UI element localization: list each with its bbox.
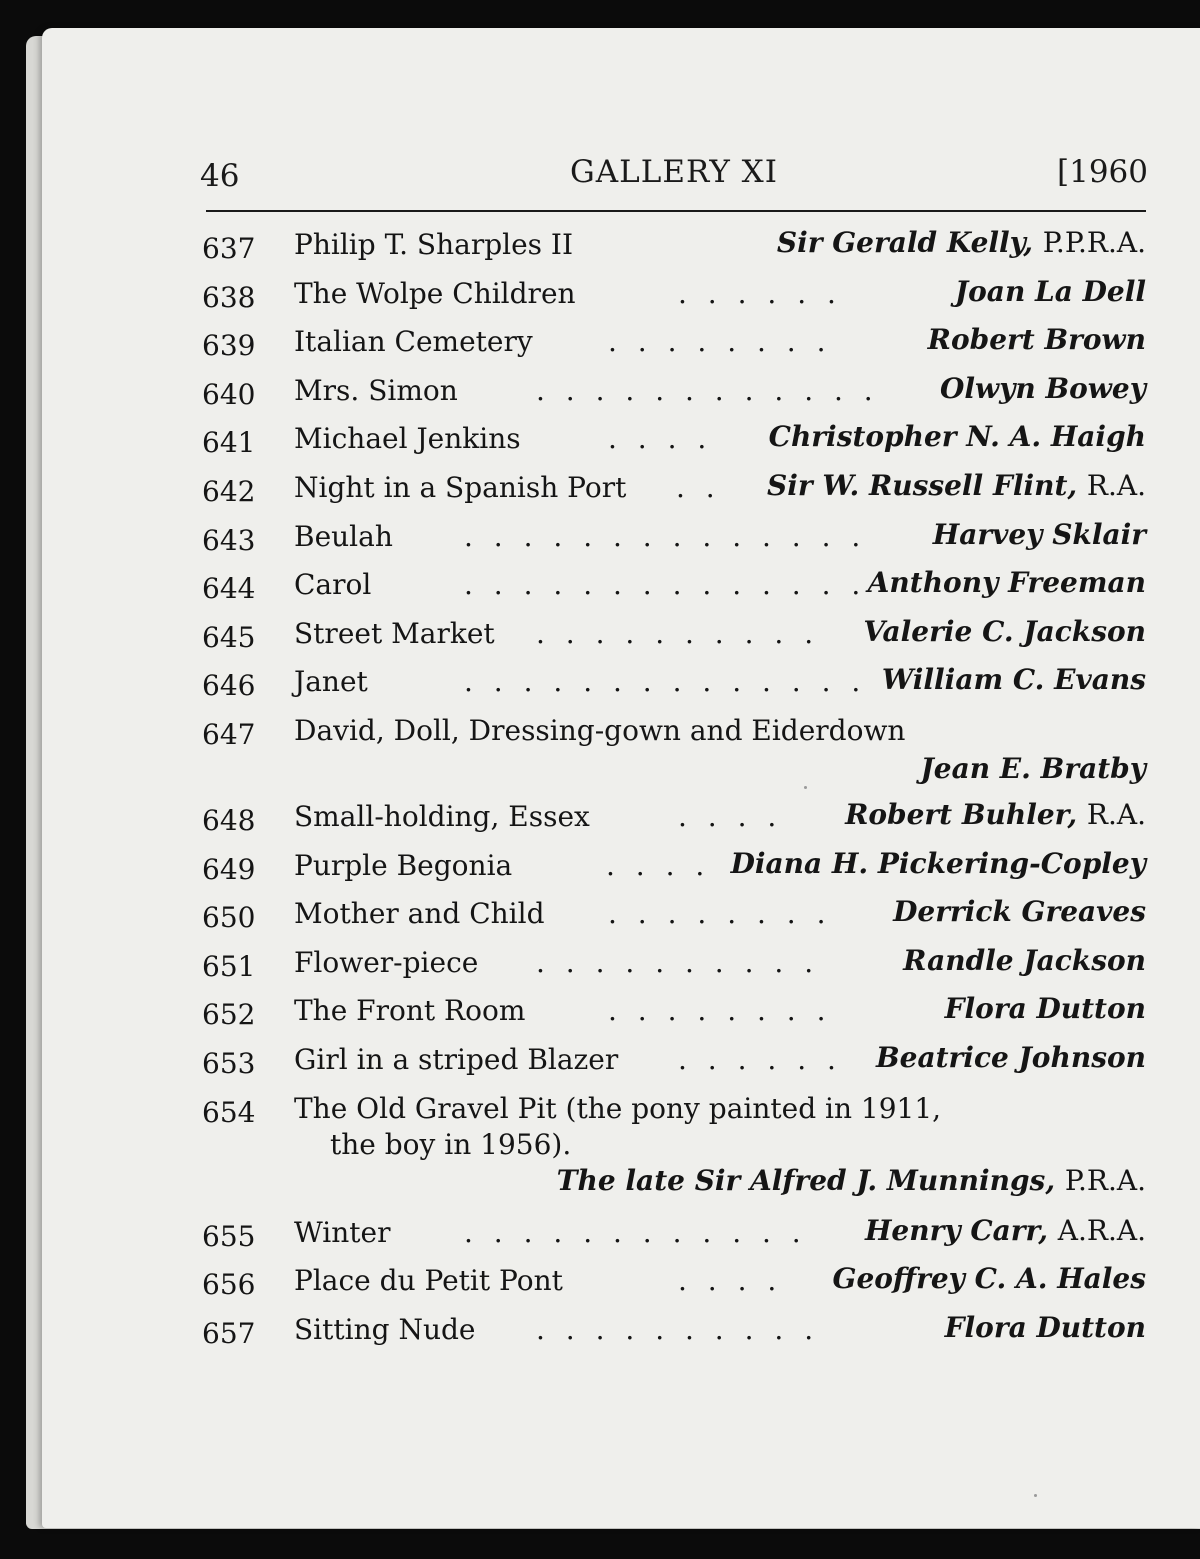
catalogue-number: 656 bbox=[202, 1268, 256, 1302]
entry-647 bbox=[200, 708, 1146, 794]
catalogue-number: 651 bbox=[202, 949, 256, 983]
artist-name bbox=[876, 1041, 1146, 1074]
artist-label: The late Sir Alfred J. Munnings, bbox=[556, 1163, 1056, 1197]
artwork-title: Italian Cemetery bbox=[294, 325, 533, 359]
artwork-title: The Wolpe Children bbox=[294, 276, 576, 310]
catalogue-number: 653 bbox=[202, 1046, 256, 1080]
artist-name bbox=[557, 1164, 1146, 1197]
artwork-title: David, Doll, Dressing-gown and Eiderdown bbox=[294, 713, 906, 747]
artist-label: Sir W. Russell Flint, bbox=[767, 468, 1078, 502]
entry-651 bbox=[200, 940, 1146, 989]
entry-649 bbox=[200, 843, 1146, 892]
artist-name bbox=[767, 469, 1146, 502]
artist-label: Randle Jackson bbox=[903, 943, 1146, 977]
artwork-title: Place du Petit Pont bbox=[294, 1264, 563, 1298]
catalogue-number: 649 bbox=[202, 852, 256, 886]
entry-644 bbox=[200, 562, 1146, 611]
artist-name bbox=[833, 1262, 1146, 1295]
artist-label: William C. Evans bbox=[881, 663, 1146, 697]
artist-label: Flora Dutton bbox=[944, 1310, 1146, 1344]
artwork-title: Small-holding, Essex bbox=[294, 799, 590, 833]
dot-leader: . . . . bbox=[678, 1264, 783, 1298]
dot-leader: . . . . . . . . . . bbox=[536, 616, 820, 650]
catalogue-number: 643 bbox=[202, 523, 256, 557]
catalogue-number: 657 bbox=[202, 1316, 256, 1350]
dot-leader: . . . . . . bbox=[678, 1042, 842, 1076]
artist-label: Diana H. Pickering-Copley bbox=[730, 846, 1146, 880]
entry-642 bbox=[200, 465, 1146, 514]
entry-652 bbox=[200, 988, 1146, 1037]
catalogue-number: 655 bbox=[202, 1219, 256, 1253]
artist-name bbox=[863, 615, 1146, 648]
header-rule bbox=[206, 210, 1146, 212]
paper-speck bbox=[804, 786, 807, 789]
artist-honours: R.A. bbox=[1086, 797, 1146, 831]
artwork-title: Girl in a striped Blazer bbox=[294, 1042, 619, 1076]
catalogue-number: 642 bbox=[202, 474, 256, 508]
entry-638 bbox=[200, 271, 1146, 320]
artwork-title: Winter bbox=[294, 1215, 391, 1249]
entry-653 bbox=[200, 1037, 1146, 1086]
catalogue-number: 639 bbox=[202, 329, 256, 363]
artist-honours: A.R.A. bbox=[1057, 1213, 1146, 1247]
artist-name bbox=[893, 895, 1146, 928]
entry-640 bbox=[200, 368, 1146, 417]
artist-name bbox=[777, 226, 1146, 259]
artist-name bbox=[928, 323, 1146, 356]
entry-648 bbox=[200, 794, 1146, 843]
running-header bbox=[200, 152, 1148, 198]
artwork-title: Janet bbox=[294, 665, 368, 699]
dot-leader: . . . . bbox=[678, 799, 783, 833]
entry-643 bbox=[200, 514, 1146, 563]
catalogue-number: 637 bbox=[202, 232, 256, 265]
artist-label: Robert Brown bbox=[927, 323, 1146, 357]
artist-name bbox=[731, 847, 1146, 880]
artist-label: Derrick Greaves bbox=[893, 895, 1146, 929]
artist-label: Sir Gerald Kelly, bbox=[776, 226, 1033, 259]
entry-657 bbox=[200, 1307, 1146, 1356]
page-number: 46 bbox=[200, 158, 240, 194]
artist-label: Robert Buhler, bbox=[845, 797, 1078, 831]
artist-name bbox=[940, 372, 1146, 405]
artist-label: Christopher N. A. Haigh bbox=[768, 420, 1146, 454]
gallery-title: GALLERY XI bbox=[570, 154, 778, 190]
dot-leader: . . . . . . . . . . . . bbox=[536, 373, 879, 407]
dot-leader: . . . . . . . . . . . . . . bbox=[464, 665, 867, 699]
dot-leader: . . . . . . . . . . . . bbox=[464, 1215, 807, 1249]
artist-name bbox=[845, 798, 1146, 831]
entry-646 bbox=[200, 659, 1146, 708]
entry-639 bbox=[200, 319, 1146, 368]
artwork-title: The Front Room bbox=[294, 994, 526, 1028]
artwork-title: Sitting Nude bbox=[294, 1312, 476, 1346]
dot-leader: . . . . . . . . bbox=[608, 994, 832, 1028]
dot-leader: . . . . . . . . . . bbox=[536, 1312, 820, 1346]
artist-name bbox=[903, 944, 1146, 977]
entry-637 bbox=[200, 222, 1146, 271]
artist-label: Anthony Freeman bbox=[867, 566, 1146, 600]
artist-label: Olwyn Bowey bbox=[939, 371, 1146, 405]
artwork-title: Mother and Child bbox=[294, 897, 545, 931]
dot-leader: . . . . . . bbox=[678, 276, 842, 310]
catalogue-number: 644 bbox=[202, 572, 256, 606]
artist-name bbox=[933, 518, 1146, 551]
dot-leader: . . . . . . . . . . bbox=[536, 945, 820, 979]
catalogue-number: 648 bbox=[202, 803, 256, 837]
artist-name bbox=[955, 275, 1146, 308]
catalogue-number: 641 bbox=[202, 426, 256, 460]
year-mark: [1960 bbox=[1057, 154, 1148, 190]
artist-name bbox=[769, 420, 1146, 453]
catalogue-number: 654 bbox=[202, 1095, 256, 1129]
entry-650 bbox=[200, 891, 1146, 940]
artist-name bbox=[865, 1214, 1146, 1247]
artist-label: Flora Dutton bbox=[944, 992, 1146, 1026]
catalogue-number: 647 bbox=[202, 717, 256, 751]
artist-label: Beatrice Johnson bbox=[876, 1040, 1146, 1074]
dot-leader: . . . . . . . . bbox=[608, 325, 832, 359]
artist-name bbox=[945, 1311, 1146, 1344]
catalogue-entries bbox=[200, 222, 1146, 1355]
artist-name bbox=[921, 752, 1147, 785]
artwork-title: Purple Begonia bbox=[294, 848, 513, 882]
artist-name bbox=[868, 566, 1146, 599]
dot-leader: . . . . bbox=[608, 422, 713, 456]
entry-645 bbox=[200, 611, 1146, 660]
artist-label: Henry Carr, bbox=[864, 1213, 1049, 1247]
catalogue-number: 646 bbox=[202, 669, 256, 703]
catalogue-number: 650 bbox=[202, 901, 256, 935]
artist-label: Valerie C. Jackson bbox=[863, 614, 1146, 648]
artwork-title: Carol bbox=[294, 568, 372, 602]
artist-name bbox=[882, 663, 1146, 696]
catalogue-number: 652 bbox=[202, 998, 256, 1032]
catalogue-number: 645 bbox=[202, 620, 256, 654]
dot-leader: . . . . bbox=[606, 848, 711, 882]
artwork-title: The Old Gravel Pit (the pony painted in 1911, bbox=[294, 1091, 942, 1125]
artwork-title-continued: the boy in 1956). bbox=[330, 1127, 572, 1161]
artwork-title: Philip T. Sharples II bbox=[294, 228, 574, 261]
artist-name bbox=[945, 992, 1146, 1025]
artist-label: Joan La Dell bbox=[954, 274, 1146, 308]
artist-honours: P.P.R.A. bbox=[1042, 226, 1146, 259]
artist-honours: P.R.A. bbox=[1064, 1163, 1146, 1197]
dot-leader: . . . . . . . . bbox=[608, 897, 832, 931]
artist-label: Geoffrey C. A. Hales bbox=[832, 1262, 1146, 1296]
entry-656 bbox=[200, 1258, 1146, 1307]
artwork-title: Flower-piece bbox=[294, 945, 479, 979]
artist-honours: R.A. bbox=[1086, 468, 1146, 502]
artwork-title: Beulah bbox=[294, 519, 393, 553]
dot-leader: . . . . . . . . . . . . . . bbox=[464, 519, 867, 553]
entry-654 bbox=[200, 1086, 1146, 1210]
dot-leader: . . bbox=[676, 470, 721, 504]
artwork-title: Street Market bbox=[294, 616, 495, 650]
catalogue-number: 638 bbox=[202, 280, 256, 314]
entry-641 bbox=[200, 416, 1146, 465]
artist-label: Jean E. Bratby bbox=[920, 751, 1146, 785]
catalogue-number: 640 bbox=[202, 377, 256, 411]
artwork-title: Mrs. Simon bbox=[294, 373, 458, 407]
entry-655 bbox=[200, 1210, 1146, 1259]
artwork-title: Night in a Spanish Port bbox=[294, 470, 627, 504]
artwork-title: Michael Jenkins bbox=[294, 422, 521, 456]
paper-speck bbox=[1034, 1494, 1037, 1497]
artist-label: Harvey Sklair bbox=[932, 517, 1146, 551]
dot-leader: . . . . . . . . . . . . . . bbox=[464, 568, 867, 602]
